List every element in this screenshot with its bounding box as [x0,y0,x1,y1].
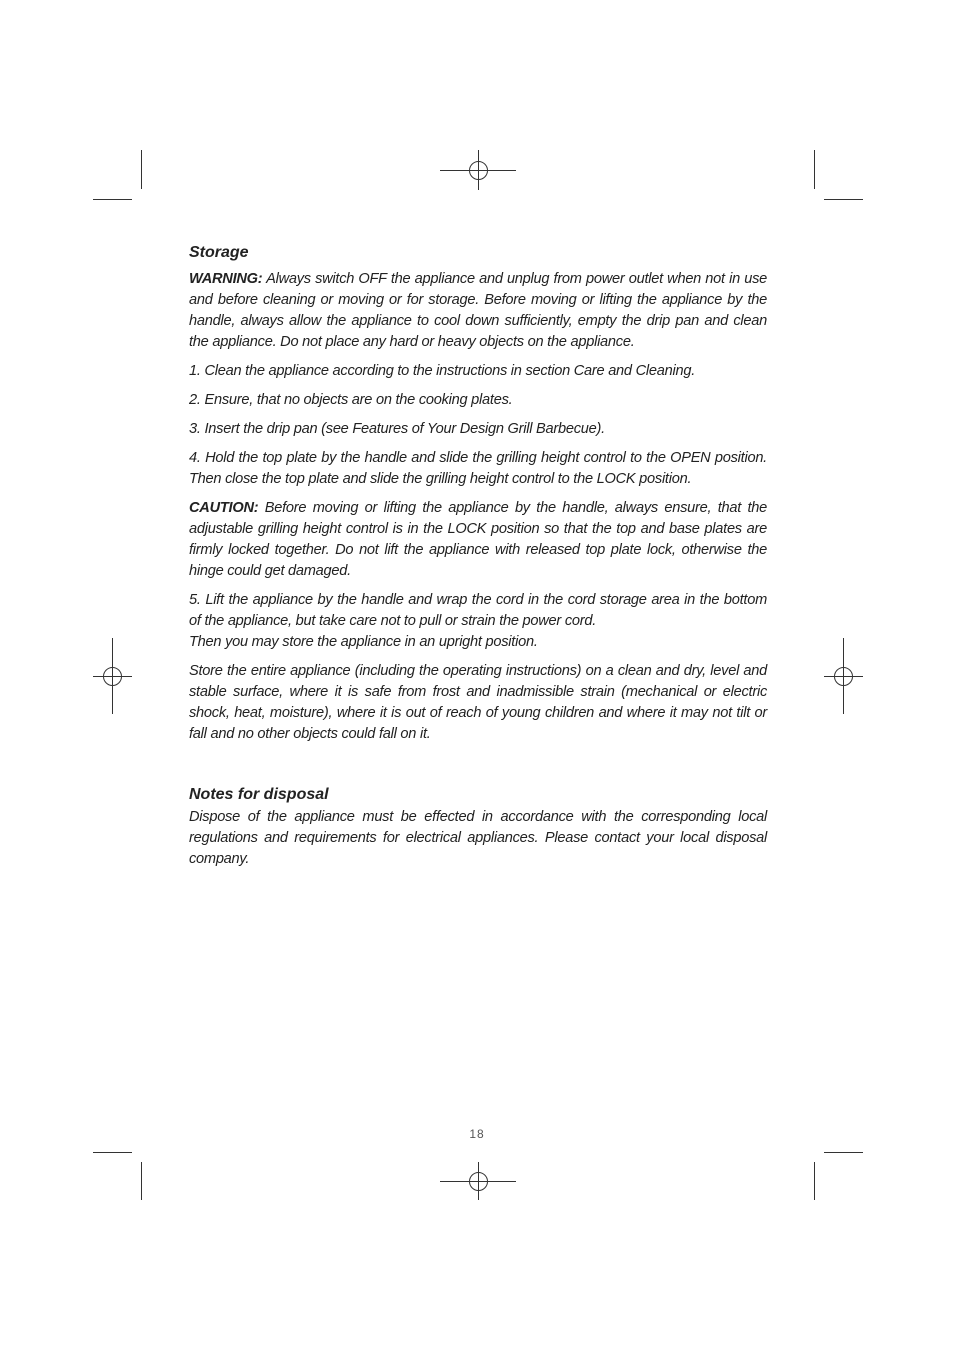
storage-step-3: 3. Insert the drip pan (see Features of Your Design Grill Barbecue). [189,421,605,437]
caution-label: CAUTION: [189,500,259,516]
storage-step-5 [189,590,767,653]
caution-paragraph [189,498,767,582]
store-paragraph: Store the entire appliance (including the operating instructions) on a clean and dry, level and stable surface, where it is safe from frost and inadmissible strain (mechanical or electric shock, heat, moisture), where it is out of reach of young children and where it may not tilt or fall and no other objects could fall on it. [189,663,767,742]
storage-step-2: 2. Ensure, that no objects are on the cooking plates. [189,392,513,408]
warning-paragraph [189,269,767,353]
storage-step-5-text: 5. Lift the appliance by the handle and wrap the cord in the cord storage area in the bottom of the appliance, but take care not to pull or strain the power cord. [189,592,767,629]
registration-target-right [824,638,863,714]
warning-text: Always switch OFF the appliance and unplug from power outlet when not in use and before cleaning or moving or for storage. Before moving or lifting the appliance by the handle, always allow the appliance to cool down sufficiently, empty the drip pan and clean the appliance. Do not place any hard or heavy objects on the appliance. [189,271,767,350]
storage-step-4: 4. Hold the top plate by the handle and slide the grilling height control to the OPEN position. Then close the top plate and slide the grilling height control to the LOCK position. [189,450,767,487]
warning-label: WARNING: [189,271,263,287]
page-number: 18 [469,1127,485,1141]
registration-target-top [440,150,516,190]
storage-step-5-note: Then you may store the appliance in an upright position. [189,634,538,650]
disposal-paragraph: Dispose of the appliance must be effected in accordance with the corresponding local regulations and requirements for electrical appliances. Please contact your local disposal company. [189,809,767,867]
registration-target-left [93,638,132,714]
page-content [189,243,767,870]
caution-text: Before moving or lifting the appliance by the handle, always ensure, that the adjustable grilling height control is in the LOCK position so that the top and base plates are firmly locked together. Do not lift the appliance with released top plate lock, otherwise the hinge could get damaged. [189,500,767,579]
registration-target-bottom [440,1162,516,1200]
storage-step-1: 1. Clean the appliance according to the instructions in section Care and Cleaning. [189,363,696,379]
disposal-heading: Notes for disposal [189,786,329,803]
storage-heading: Storage [189,244,249,261]
